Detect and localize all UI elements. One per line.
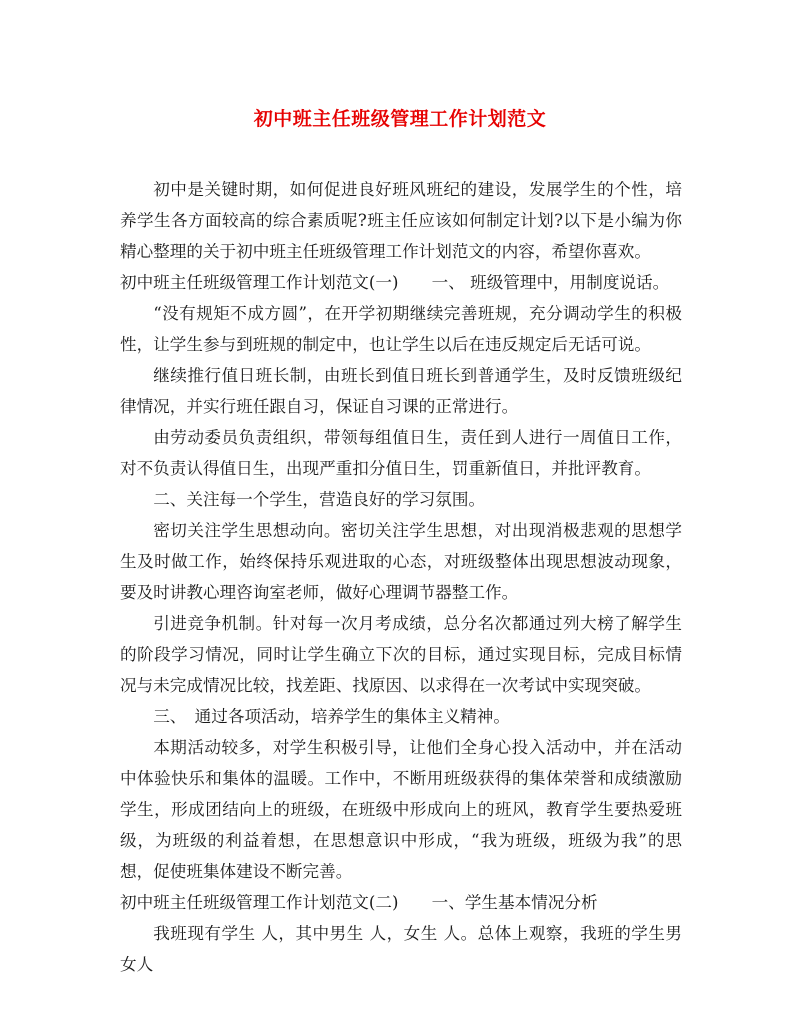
subheading-two: 二、关注每一个学生，营造良好的学习氛围。 [153, 490, 486, 509]
document-title: 初中班主任班级管理工作计划范文 [253, 108, 547, 130]
subheading-three: 三、 通过各项活动，培养学生的集体主义精神。 [153, 707, 510, 726]
paragraph: 我班现有学生 人，其中男生 人，女生 人。总体上观察，我班的学生男女人 [120, 924, 682, 974]
paragraph: “没有规矩不成方圆”，在开学初期继续完善班规，充分调动学生的积极性，让学生参与到班规的制定中，也让学生以后在违反规定后无话可说。 [120, 304, 682, 354]
paragraph-intro: 初中是关键时期，如何促进良好班风班纪的建设，发展学生的个性，培养学生各方面较高的综合素质呢?班主任应该如何制定计划?以下是小编为你精心整理的关于初中班主任班级管理工作计划范文的内容，希望你喜欢。 [120, 180, 682, 261]
section-heading-plan-two: 初中班主任班级管理工作计划范文(二) 一、学生基本情况分析 [120, 893, 598, 912]
paragraph: 继续推行值日班长制，由班长到值日班长到普通学生，及时反馈班级纪律情况，并实行班任跟自习，保证自习课的正常进行。 [120, 366, 682, 416]
paragraph: 本期活动较多，对学生积极引导，让他们全身心投入活动中，并在活动中体验快乐和集体的温暖。工作中，不断用班级获得的集体荣誉和成绩激励学生，形成团结向上的班级，在班级中形成向上的班风，教育学生要热爱班级，为班级的利益着想，在思想意识中形成，“我为班级，班级为我”的思想，促使班集体建设不断完善。 [120, 738, 682, 881]
document-body [120, 174, 682, 980]
paragraph: 由劳动委员负责组织，带领每组值日生，责任到人进行一周值日工作，对不负责认得值日生，出现严重扣分值日生，罚重新值日，并批评教育。 [120, 428, 682, 478]
paragraph: 引进竞争机制。针对每一次月考成绩，总分名次都通过列大榜了解学生的阶段学习情况，同时让学生确立下次的目标，通过实现目标，完成目标情况与未完成情况比较，找差距、找原因、以求得在一次考试中实现突破。 [120, 614, 682, 695]
section-heading-plan-one: 初中班主任班级管理工作计划范文(一) 一、 班级管理中，用制度说话。 [120, 273, 670, 292]
paragraph: 密切关注学生思想动向。密切关注学生思想，对出现消极悲观的思想学生及时做工作，始终保持乐观进取的心态，对班级整体出现思想波动现象，要及时讲教心理咨询室老师，做好心理调节器整工作。 [120, 521, 682, 602]
